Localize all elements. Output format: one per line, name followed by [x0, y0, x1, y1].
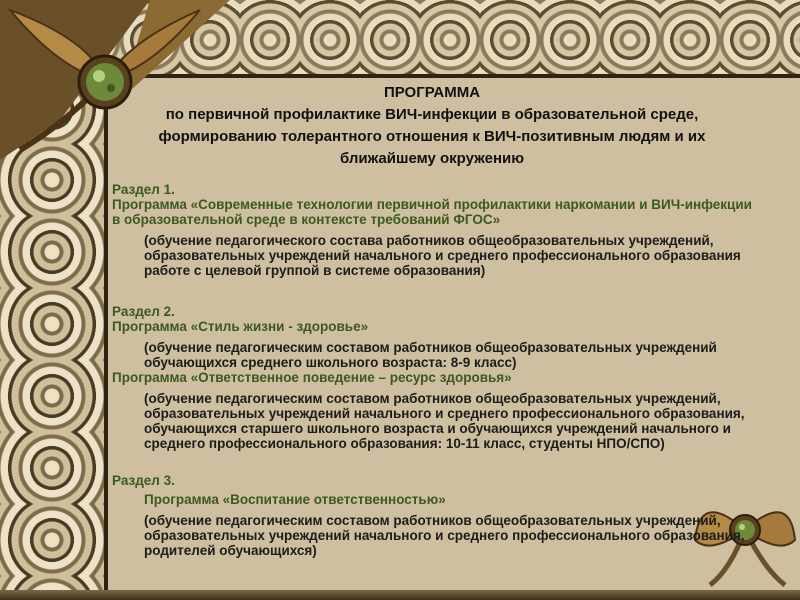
- title-line-1: ПРОГРАММА: [383, 84, 481, 101]
- title-line-2: по первичной профилактике ВИЧ-инфекции в образовательной среде, формированию толерантного отношения к ВИЧ-позитивным людям и их ближайшему окружению: [158, 106, 706, 167]
- section-1: [112, 182, 752, 278]
- section-3: [112, 473, 752, 558]
- program-description: (обучение педагогическим составом работников общеобразовательных учреждений обучающихся среднего школьного возраста: 8-9 класс): [144, 340, 717, 370]
- program-description: (обучение педагогического состава работников общеобразовательных учреждений, образовательных учреждений начального и среднего профессионального образования работе с целевой группой в системе образования): [144, 233, 741, 278]
- section-2: [112, 304, 752, 451]
- program-content: [112, 82, 752, 558]
- section-heading: Раздел 3.: [112, 473, 175, 488]
- program-description: (обучение педагогическим составом работников общеобразовательных учреждений, образовательных учреждений начального и среднего профессионального образования, обучающихся старшего школьного возраста и обучающихся учреждений начального и среднего профессионального образования: 10-11 класс, студенты НПО/СПО): [144, 391, 745, 451]
- program-name: Программа «Стиль жизни - здоровье»: [112, 319, 369, 334]
- program-name: Программа «Современные технологии первичной профилактики наркомании и ВИЧ-инфекции в образовательной среде в контексте требований ФГОС»: [112, 197, 752, 227]
- program-name: Программа «Ответственное поведение – ресурс здоровья»: [112, 370, 512, 385]
- page-title: [112, 82, 752, 170]
- frame-bottom-edge: [0, 590, 800, 600]
- section-heading: Раздел 2.: [112, 304, 175, 319]
- program-name: Программа «Воспитание ответственностью»: [144, 492, 446, 507]
- section-heading: Раздел 1.: [112, 182, 175, 197]
- program-description: (обучение педагогическим составом работников общеобразовательных учреждений, образовательных учреждений начального и среднего профессионального образования, родителей обучающихся): [144, 513, 745, 558]
